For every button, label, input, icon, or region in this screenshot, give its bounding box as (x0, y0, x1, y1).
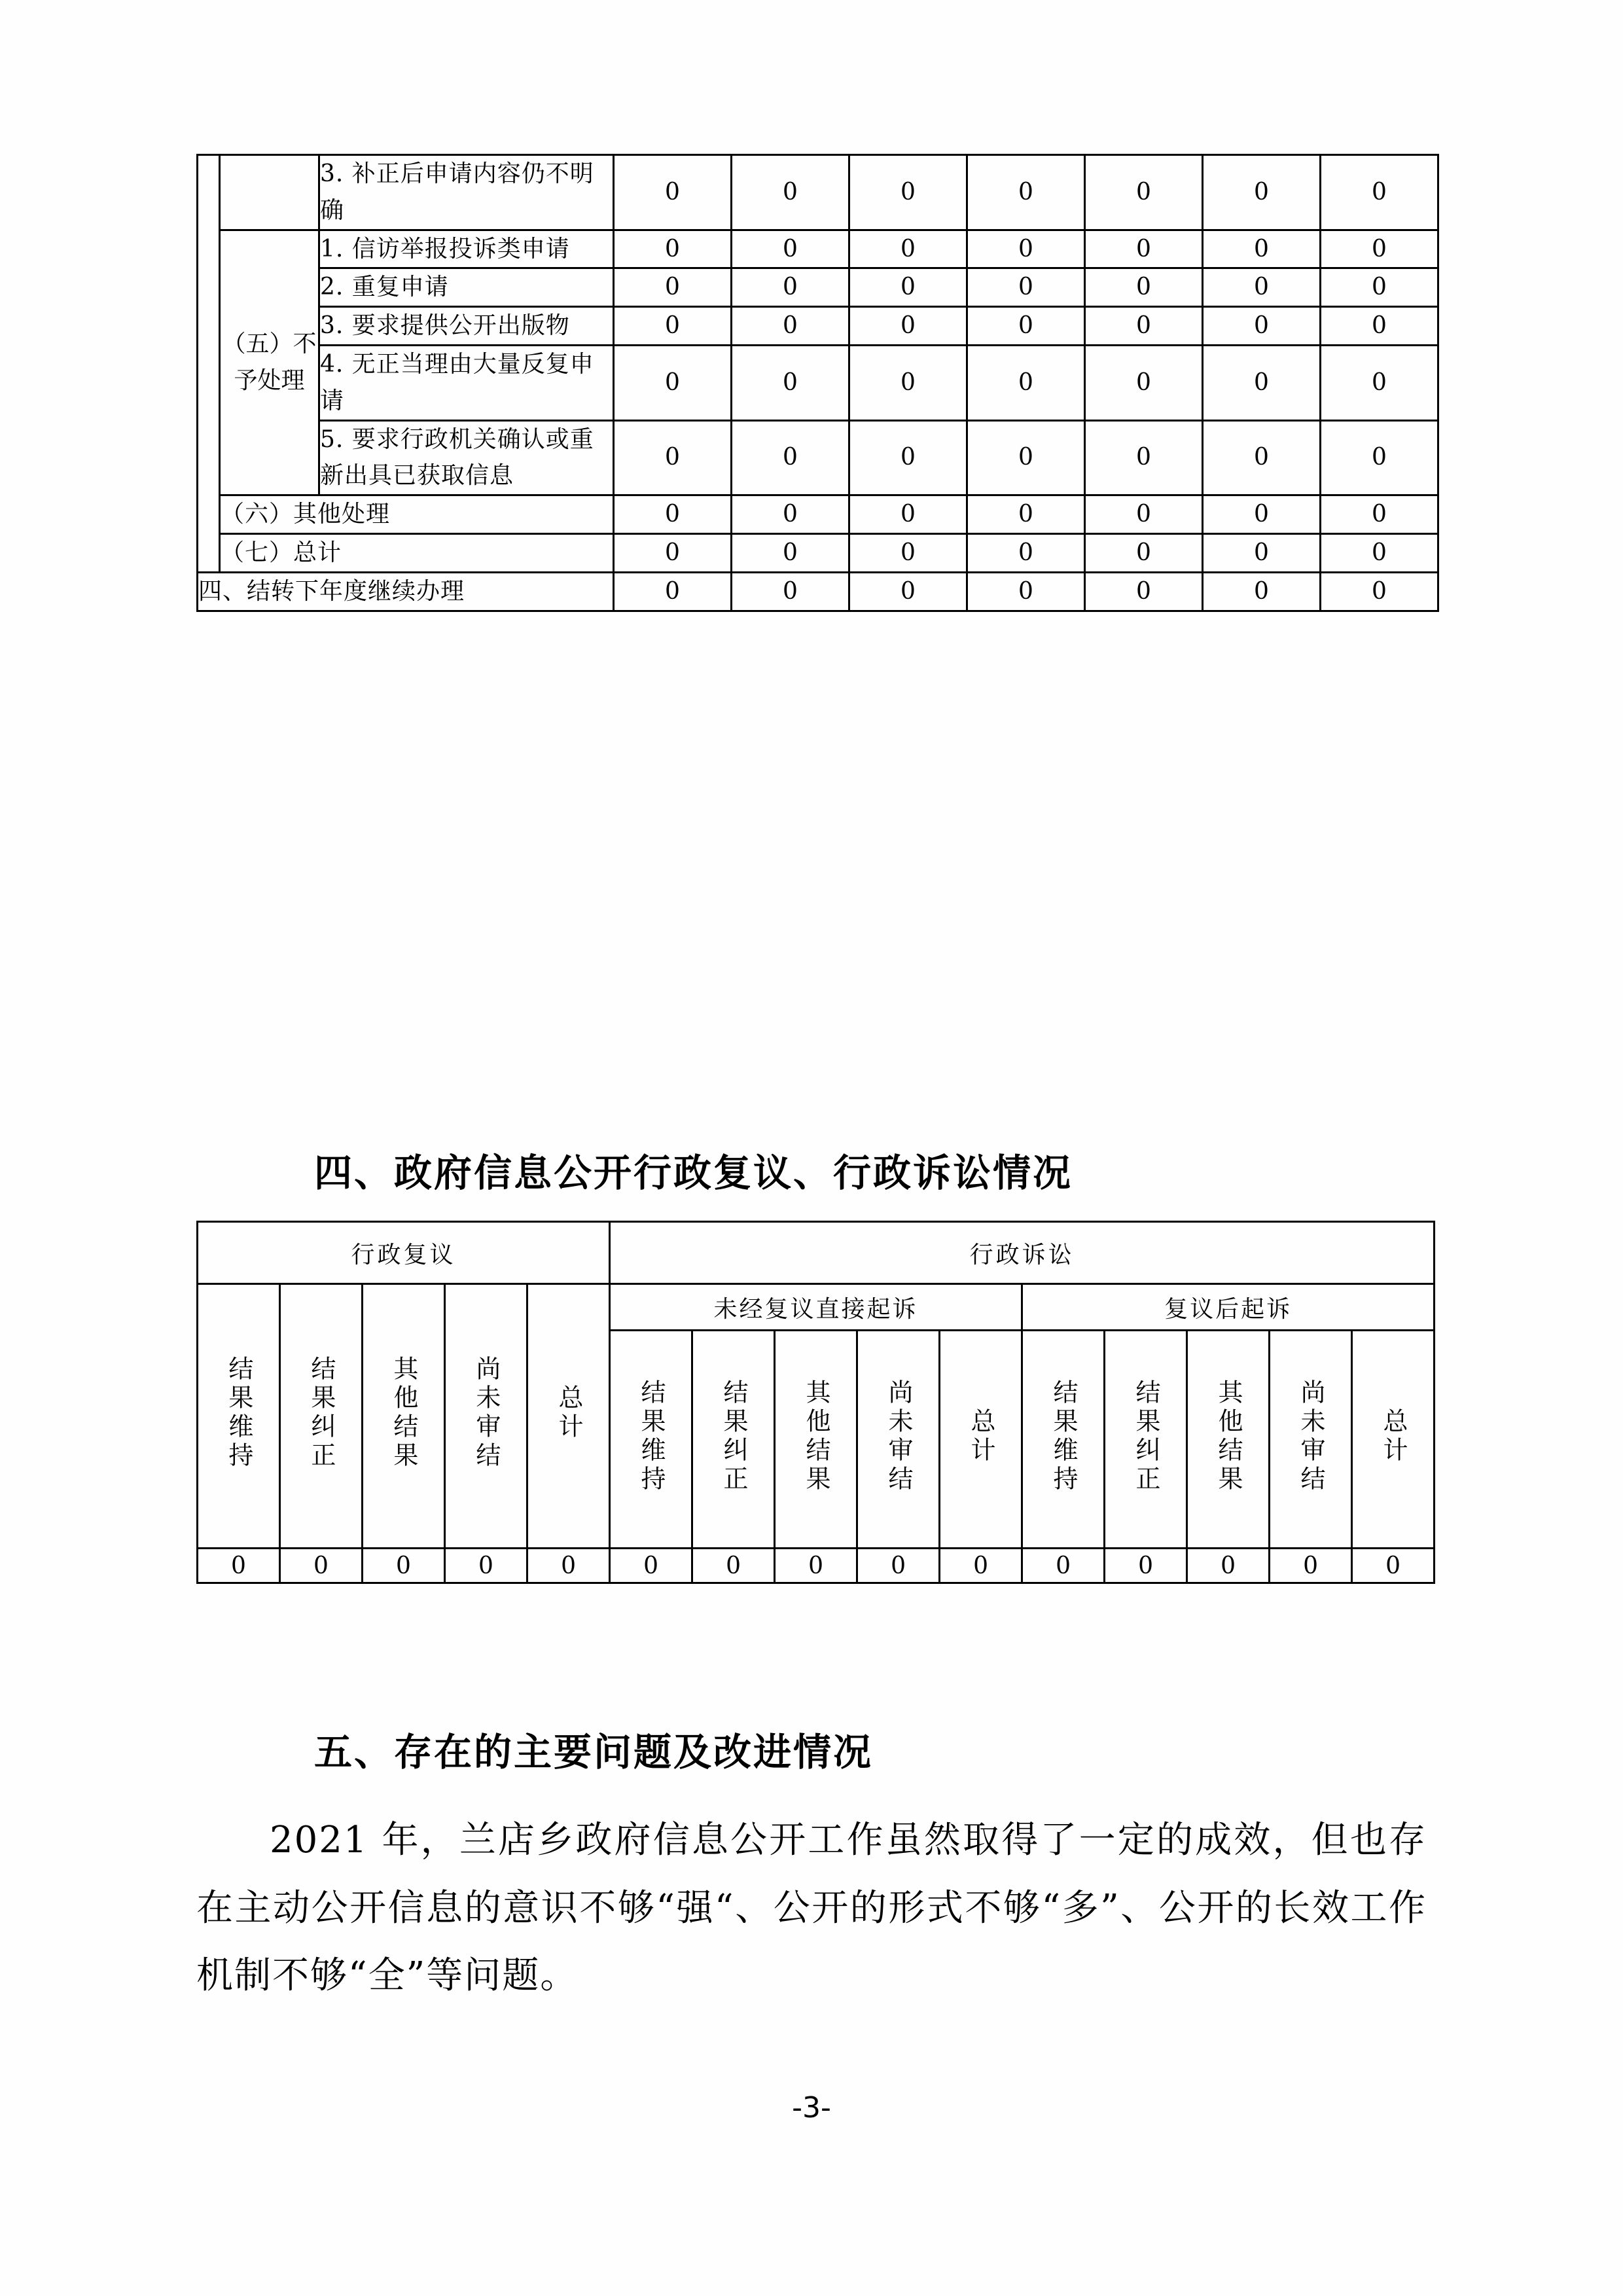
cell-value: 0 (967, 307, 1085, 346)
table-row (198, 345, 1438, 420)
table-requests-handling-continued (196, 154, 1407, 612)
cell-value: 0 (1203, 533, 1321, 572)
group-label-no-handling: （五）不予处理 (220, 230, 319, 495)
row-label-other-handling: （六）其他处理 (220, 495, 614, 534)
row-label: 3. 补正后申请内容仍不明确 (319, 155, 614, 230)
cell-value: 0 (614, 345, 732, 420)
cell-value: 0 (967, 230, 1085, 268)
header-group-administrative-review: 行政复议 (198, 1222, 610, 1284)
cell-value: 0 (857, 1549, 940, 1583)
header-after-review-result-upheld: 结果维持 (1022, 1331, 1105, 1549)
cell-value: 0 (849, 155, 967, 230)
header-after-review-other-result: 其他结果 (1187, 1331, 1270, 1549)
cell-value: 0 (1321, 230, 1438, 268)
cell-value: 0 (732, 533, 849, 572)
cell-value: 0 (527, 1549, 610, 1583)
cell-value: 0 (1105, 1549, 1187, 1583)
cell-value: 0 (1203, 307, 1321, 346)
table-row (198, 572, 1438, 611)
cell-value: 0 (1321, 495, 1438, 534)
cell-value: 0 (849, 572, 967, 611)
cell-value: 0 (1203, 572, 1321, 611)
header-sub-direct-litigation: 未经复议直接起诉 (610, 1284, 1022, 1331)
cell-value: 0 (967, 268, 1085, 307)
cell-value: 0 (732, 268, 849, 307)
cell-value: 0 (732, 495, 849, 534)
cell-value: 0 (775, 1549, 857, 1583)
cell-value: 0 (614, 495, 732, 534)
header-direct-result-corrected: 结果纠正 (692, 1331, 775, 1549)
cell-value: 0 (732, 572, 849, 611)
cell-value: 0 (1203, 345, 1321, 420)
cell-value: 0 (1085, 268, 1203, 307)
header-group-administrative-litigation: 行政诉讼 (610, 1222, 1435, 1284)
cell-value: 0 (1321, 420, 1438, 495)
section-4-heading: 四、政府信息公开行政复议、行政诉讼情况 (314, 1151, 1073, 1195)
cell-value: 0 (1352, 1549, 1435, 1583)
cell-value: 0 (732, 345, 849, 420)
cell-value: 0 (692, 1549, 775, 1583)
row-label: 4. 无正当理由大量反复申请 (319, 345, 614, 420)
cell-value: 0 (363, 1549, 445, 1583)
header-review-pending: 尚未审结 (445, 1284, 527, 1549)
cell-value: 0 (1203, 268, 1321, 307)
cell-value: 0 (849, 307, 967, 346)
header-direct-other-result: 其他结果 (775, 1331, 857, 1549)
table-row (198, 495, 1438, 534)
cell-value: 0 (732, 420, 849, 495)
cell-value: 0 (849, 230, 967, 268)
cell-value: 0 (614, 307, 732, 346)
cell-value: 0 (614, 155, 732, 230)
cell-value: 0 (1203, 155, 1321, 230)
group-cell-blank-top (220, 155, 319, 230)
cell-value: 0 (610, 1549, 692, 1583)
cell-value: 0 (849, 533, 967, 572)
section-5-paragraph: 2021 年，兰店乡政府信息公开工作虽然取得了一定的成效，但也存在主动公开信息的意识不够“强“、公开的形式不够“多”、公开的长效工作机制不够“全”等问题。 (196, 1819, 1427, 1998)
cell-value: 0 (1321, 155, 1438, 230)
header-review-other-result: 其他结果 (363, 1284, 445, 1549)
cell-value: 0 (1085, 495, 1203, 534)
header-direct-total: 总计 (940, 1331, 1022, 1549)
cell-value: 0 (1085, 307, 1203, 346)
cell-value: 0 (967, 345, 1085, 420)
cell-value: 0 (614, 230, 732, 268)
cell-value: 0 (1085, 345, 1203, 420)
header-after-review-result-corrected: 结果纠正 (1105, 1331, 1187, 1549)
row-label: 3. 要求提供公开出版物 (319, 307, 614, 346)
cell-value: 0 (198, 1549, 280, 1583)
header-after-review-total: 总计 (1352, 1331, 1435, 1549)
cell-value: 0 (732, 307, 849, 346)
cell-value: 0 (1203, 420, 1321, 495)
table-row (198, 268, 1438, 307)
page-number: -3- (792, 2091, 831, 2125)
cell-value: 0 (1187, 1549, 1270, 1583)
cell-value: 0 (1022, 1549, 1105, 1583)
cell-value: 0 (614, 572, 732, 611)
cell-value: 0 (1321, 572, 1438, 611)
header-direct-pending: 尚未审结 (857, 1331, 940, 1549)
cell-value: 0 (1321, 307, 1438, 346)
header-after-review-pending: 尚未审结 (1270, 1331, 1352, 1549)
cell-value: 0 (967, 572, 1085, 611)
cell-value: 0 (1203, 495, 1321, 534)
table-row (198, 155, 1438, 230)
cell-value: 0 (1085, 155, 1203, 230)
cell-value: 0 (445, 1549, 527, 1583)
header-review-result-corrected: 结果纠正 (280, 1284, 363, 1549)
header-direct-result-upheld: 结果维持 (610, 1331, 692, 1549)
cell-value: 0 (849, 268, 967, 307)
cell-value: 0 (1085, 533, 1203, 572)
cell-value: 0 (1085, 420, 1203, 495)
row-label: 1. 信访举报投诉类申请 (319, 230, 614, 268)
table-row (198, 533, 1438, 572)
cell-value: 0 (1270, 1549, 1352, 1583)
cell-value: 0 (614, 533, 732, 572)
cell-value: 0 (849, 495, 967, 534)
cell-value: 0 (1203, 230, 1321, 268)
cell-value: 0 (1321, 533, 1438, 572)
cell-value: 0 (849, 345, 967, 420)
cell-value: 0 (940, 1549, 1022, 1583)
header-review-total: 总计 (527, 1284, 610, 1549)
table-data-row (198, 1549, 1435, 1583)
cell-value: 0 (967, 420, 1085, 495)
cell-value: 0 (1085, 230, 1203, 268)
cell-value: 0 (732, 230, 849, 268)
row-label-carry-forward: 四、结转下年度继续办理 (198, 572, 614, 611)
table-header-row-1 (198, 1222, 1435, 1284)
cell-value: 0 (614, 420, 732, 495)
header-sub-after-review-litigation: 复议后起诉 (1022, 1284, 1435, 1331)
cell-value: 0 (1321, 268, 1438, 307)
row-label: 5. 要求行政机关确认或重新出具已获取信息 (319, 420, 614, 495)
row-label-subtotal: （七）总计 (220, 533, 614, 572)
section-5-heading: 五、存在的主要问题及改进情况 (314, 1730, 874, 1774)
cell-value: 0 (614, 268, 732, 307)
cell-value: 0 (967, 155, 1085, 230)
cell-value: 0 (1321, 345, 1438, 420)
table-row (198, 420, 1438, 495)
cell-value: 0 (1085, 572, 1203, 611)
header-review-result-upheld: 结果维持 (198, 1284, 280, 1549)
cell-value: 0 (849, 420, 967, 495)
row-label: 2. 重复申请 (319, 268, 614, 307)
table-row (198, 307, 1438, 346)
table-header-row-2 (198, 1284, 1435, 1331)
cell-value: 0 (967, 533, 1085, 572)
spine-cell-left (198, 155, 220, 573)
cell-value: 0 (967, 495, 1085, 534)
cell-value: 0 (732, 155, 849, 230)
table-row (198, 230, 1438, 268)
table-administrative-review-litigation (196, 1221, 1433, 1584)
cell-value: 0 (280, 1549, 363, 1583)
